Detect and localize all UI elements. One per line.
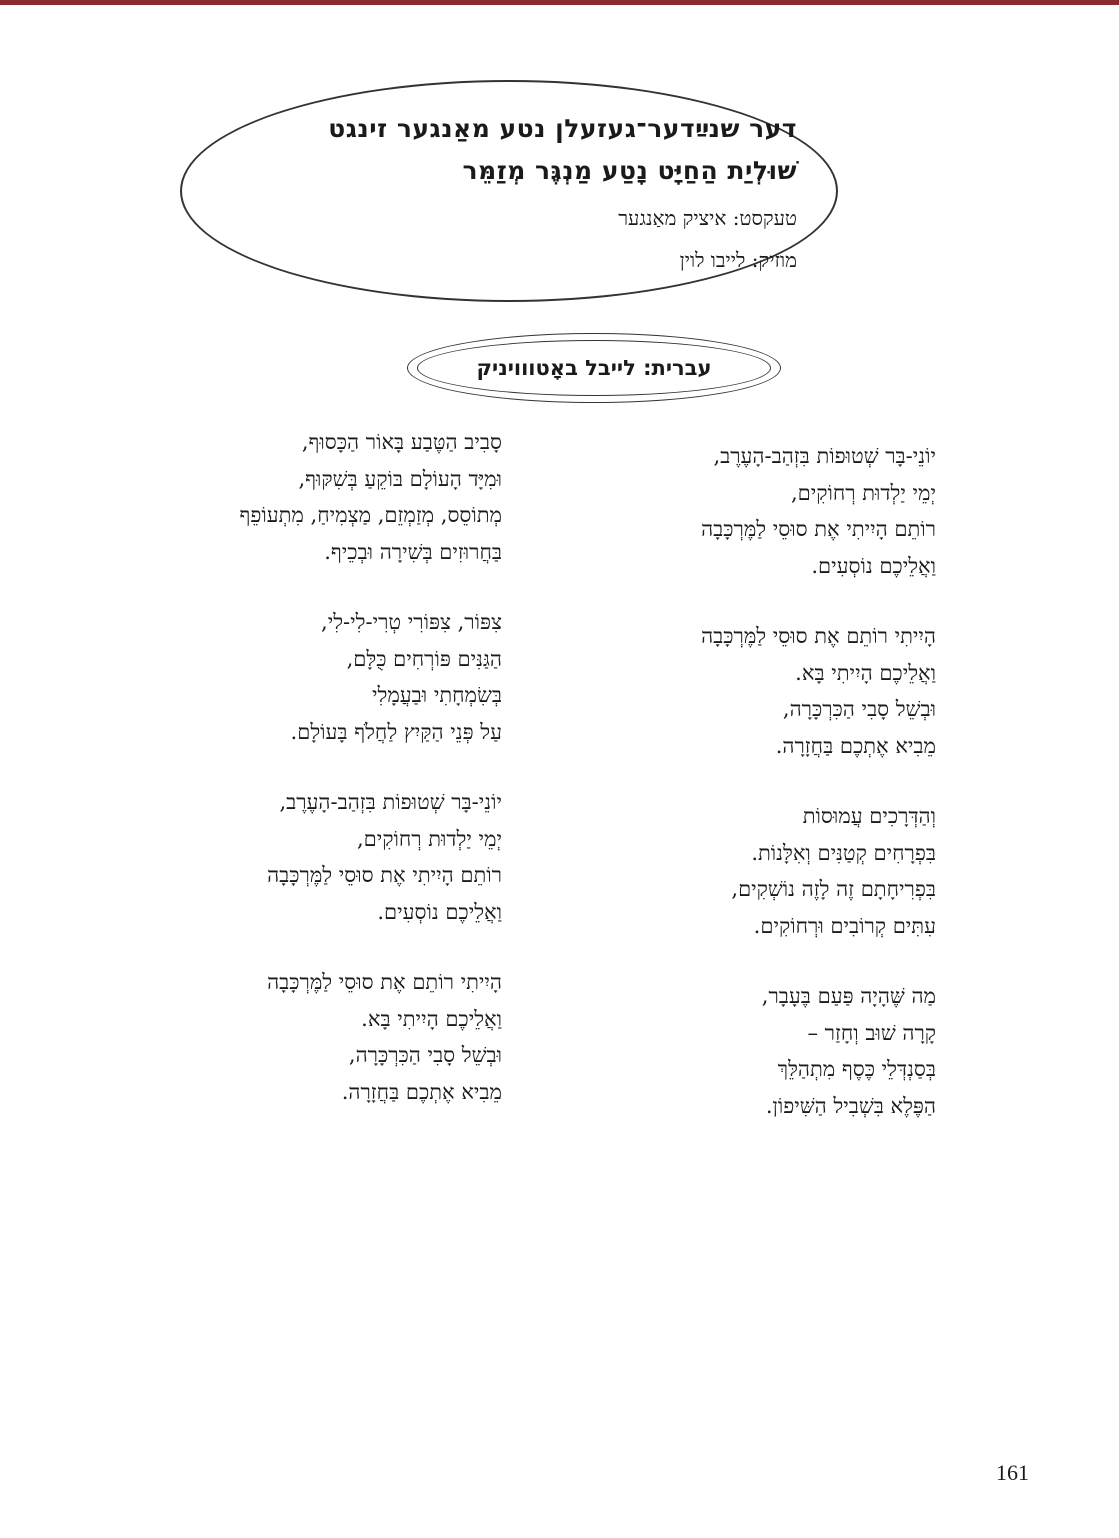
verse-line: בִּפְרִיחָתָם זֶה לָזֶה נוֹשְׁקִים, [731,877,936,901]
verse-line: עִתִּים קְרוֹבִים וּרְחוֹקִים. [753,913,936,938]
verse-line: יוֹנֵי-בָּר שְׁטוּפוֹת בִּזְהַב-הָעֶרֶב, [713,444,936,468]
translator-credit: עברית: לייבל באָטווויניק [417,340,771,396]
verse-line: מֵבִיא אֶתְכֶם בַּחֲזָרָה. [775,733,936,758]
verse-line: וַאֲלֵיכֶם נוֹסְעִים. [377,899,502,924]
verse-line: בְּשִׂמְחָתִי וּבַעֲמָלִי [371,683,502,707]
verse-line: הַפֶּלֶא בִּשְׁבִיל הַשִּׁיפוֹן. [765,1093,936,1118]
credits [237,198,797,280]
music-credit: מוזיק: לייבו לוין [679,248,797,272]
verse-line: רוֹתֵם הָיִיתִי אֶת סוּסֵי לַמֶּרְכָּבָה [267,863,502,887]
stanza [82,784,502,930]
verse-line: יְמֵי יַלְדוּת רְחוֹקִים, [790,480,936,505]
verse-line: וַאֲלֵיכֶם הָיִיתִי בָּא. [361,1006,502,1031]
verse-line: צִפּוֹר, צִפּוֹרִי טְרִי-לִי-לִי, [321,610,502,634]
verse-line: בְּסַנְדְּלֵי כֶּסֶף מִתְהַלֵּךְ [777,1057,936,1081]
stanza [82,604,502,750]
stanza [516,618,936,764]
verse-line: בַּחֲרוּזִים בְּשִׁירָה וּבְכֵיף. [324,539,502,564]
verse-line: הַגַּנִּים פּוֹרְחִים כֻּלָּם, [346,646,502,671]
verse-line: סָבִיב הַטֶּבַע בָּאוֹר הַכָּסוּף, [301,430,502,454]
verse-line: הָיִיתִי רוֹתֵם אֶת סוּסֵי לַמֶּרְכָּבָה [267,970,502,994]
stanza [82,424,502,570]
verse-line: מְתוֹסֵס, מְזַמְזֵם, מַצְמִיחַ, מִתְעוֹפֵף [239,503,502,527]
verse-line: וּבְשֵׁל סָבִי הַכִּרְכָּרָה, [782,697,936,721]
yiddish-title: דער שנײַדער־געזעלן נטע מאַנגער זינגט [328,114,797,143]
verse-line: קָרָה שׁוּב וְחָזַר – [807,1020,936,1045]
verse-line: בִּפְרָחִים קְטַנִּים וְאִלָּנוֹת. [751,840,936,865]
verse-line: וַאֲלֵיכֶם נוֹסְעִים. [811,553,936,578]
stanza [82,964,502,1110]
verse-line: וְהַדְּרָכִים עֲמוּסוֹת [802,804,936,828]
hebrew-title: שׁוּלְיַת הַחַיָּט נָטַע מַנְגֶּר מְזַמֵּר [462,156,797,185]
top-edge-band [0,0,1119,5]
verse-line: וַאֲלֵיכֶם הָיִיתִי בָּא. [795,660,936,685]
verse-line: וּמִיָּד הָעוֹלָם בּוֹקֵעַ בְּשִׁקּוּף, [298,466,502,491]
verse-line: יוֹנֵי-בָּר שְׁטוּפוֹת בִּזְהַב-הָעֶרֶב, [279,790,502,814]
verse-line: יְמֵי יַלְדוּת רְחוֹקִים, [356,826,502,851]
stanza [516,438,936,584]
verse-line: רוֹתֵם הָיִיתִי אֶת סוּסֵי לַמֶּרְכָּבָה [701,517,936,541]
verse-line: הָיִיתִי רוֹתֵם אֶת סוּסֵי לַמֶּרְכָּבָה [701,624,936,648]
page-number: 161 [996,1460,1029,1485]
title-block [237,108,797,280]
stanza [516,798,936,944]
right-column-poem [516,438,936,1158]
text-credit: טעקסט: איציק מאַנגער [618,206,797,230]
verse-line: עַל פְּנֵי הַקַּיִץ לַחֲלֹף בָּעוֹלָם. [290,719,502,744]
stanza [516,978,936,1124]
verse-line: וּבְשֵׁל סָבִי הַכִּרְכָּרָה, [348,1043,502,1067]
left-column-poem [82,424,502,1144]
verse-line: מֵבִיא אֶתְכֶם בַּחֲזָרָה. [341,1079,502,1104]
verse-line: מַה שֶּׁהָיָה פַּעַם בֶּעָבָר, [761,984,936,1008]
